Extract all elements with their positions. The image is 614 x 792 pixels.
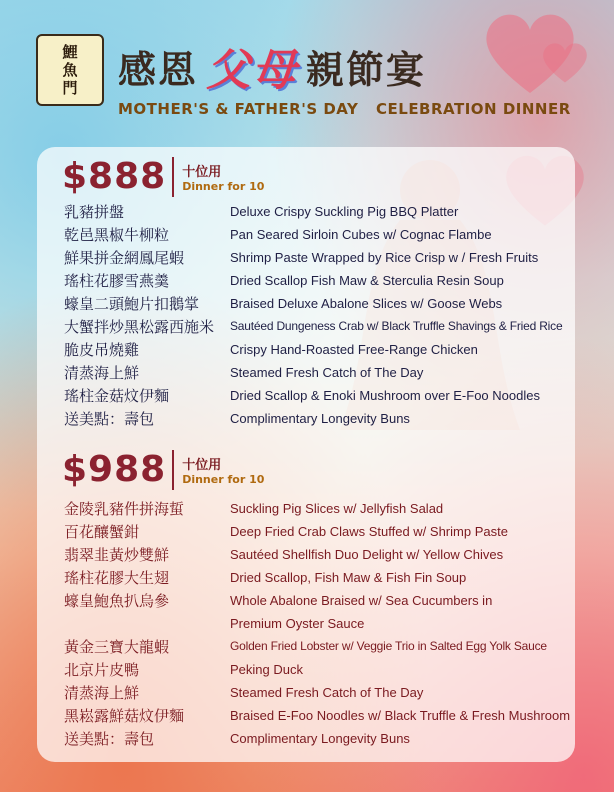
menu-item-en: Complimentary Longevity Buns [230,410,410,426]
menu-item [64,681,584,703]
menu-item [64,566,584,588]
menu-item [64,727,584,749]
menu-item [64,269,584,291]
price-divider [172,157,174,197]
price-label-cn: 十位用 [182,457,222,473]
menu-item-en: Crispy Hand-Roasted Free-Range Chicken [230,341,478,357]
menu-item-cn: 蠔皇鮑魚扒烏參 [64,591,170,610]
title-cn-highlight: 父母 [206,45,299,96]
menu-item-en: Deep Fried Crab Claws Stuffed w/ Shrimp Paste [230,523,508,539]
menu-item-en: Steamed Fresh Catch of The Day [230,684,424,700]
menu-item-cn: 清蒸海上鮮 [64,683,140,702]
menu-item [64,497,584,519]
menu-item-cn: 瑤柱花膠大生翅 [64,568,170,587]
menu-item [64,543,584,565]
logo-char: 魚 [62,61,78,79]
menu-item [64,338,584,360]
menu-item-en: Pan Seared Sirloin Cubes w/ Cognac Flambe [230,226,492,242]
menu-item [64,704,584,726]
subtitle-left: MOTHER'S & FATHER'S DAY [118,100,359,118]
menu-item-en: Suckling Pig Slices w/ Jellyfish Salad [230,500,444,516]
title-cn-post: 親節宴 [306,46,427,92]
menu-item-en: Whole Abalone Braised w/ Sea Cucumbers in [230,592,493,608]
menu-price-header [62,449,264,490]
menu-item-cn: 黃金三寶大龍蝦 [64,637,170,656]
price: $888 [62,156,167,197]
header [0,0,614,130]
price-divider [172,450,174,490]
menu-item [64,520,584,542]
menu-item [64,407,584,429]
menu-item [64,635,584,657]
menu-price-header [62,156,264,197]
price-label-en: Dinner for 10 [182,179,265,193]
menu-item-en: Premium Oyster Sauce [230,615,365,631]
menu-item-en: Complimentary Longevity Buns [230,730,410,746]
menu-item [64,658,584,680]
menu-item-cn: 百花釀蟹鉗 [64,522,140,541]
logo-char: 鯉 [62,43,78,61]
price-label [182,454,264,486]
menu-item-cn: 乳豬拼盤 [64,202,125,221]
menu-item-en: Braised E-Foo Noodles w/ Black Truffle & Fresh Mushroom [230,707,571,723]
menu-item-cn: 翡翠韭黃炒雙鮮 [64,545,170,564]
menu-item-cn: 鮮果拼金網鳳尾蝦 [64,248,185,267]
menu-item [64,315,584,337]
menu-item [64,246,584,268]
menu-item-cn: 送美點：壽包 [64,729,155,748]
menu-item-cn: 送美點：壽包 [64,409,155,428]
price-label-cn: 十位用 [182,164,222,180]
menu-item-en: Dried Scallop & Enoki Mushroom over E-Foo Noodles [230,387,540,403]
menu-item-en: Peking Duck [230,661,303,677]
menu-item-en: Dried Scallop Fish Maw & Sterculia Resin Soup [230,272,504,288]
title-cn-pre: 感恩 [118,46,199,92]
price: $988 [62,449,167,490]
menu-item-cn: 北京片皮鴨 [64,660,140,679]
price-label [182,161,264,193]
menu-item-en: Braised Deluxe Abalone Slices w/ Goose Webs [230,295,503,311]
menu-item-cn: 黑崧露鮮菇炆伊麵 [64,706,185,725]
menu-item [64,200,584,222]
menu-item-cn: 瑤柱花膠雪燕羹 [64,271,170,290]
menu-item-cn: 瑤柱金菇炆伊麵 [64,386,170,405]
menu-item [64,361,584,383]
menu-item-en: Sautéed Dungeness Crab w/ Black Truffle Shavings & Fried Rice [230,319,563,333]
logo-char: 門 [62,79,78,97]
menu-item-en: Golden Fried Lobster w/ Veggie Trio in Salted Egg Yolk Sauce [230,639,547,653]
price-label-en: Dinner for 10 [182,472,265,486]
menu-item-en: Steamed Fresh Catch of The Day [230,364,424,380]
menu-item-cn: 乾邑黑椒牛柳粒 [64,225,170,244]
menu-item-cn: 大蟹拌炒黑松露西施米 [64,317,215,336]
menu-item-cn: 清蒸海上鮮 [64,363,140,382]
menu-item [64,612,584,634]
menu-item [64,384,584,406]
page-title [118,34,426,98]
menu-item-cn: 蠔皇二頭鮑片扣鵝掌 [64,294,200,313]
menu-item [64,292,584,314]
menu-item-en: Dried Scallop, Fish Maw & Fish Fin Soup [230,569,467,585]
subtitle-right: CELEBRATION DINNER [376,100,571,118]
menu-item-cn: 金陵乳豬件拼海蜇 [64,499,185,518]
menu-item [64,589,584,611]
menu-item-en: Shrimp Paste Wrapped by Rice Crisp w / Fresh Fruits [230,249,539,265]
menu-item [64,223,584,245]
menu-item-en: Deluxe Crispy Suckling Pig BBQ Platter [230,203,459,219]
menu-item-en: Sautéed Shellfish Duo Delight w/ Yellow Chives [230,546,504,562]
menu-item-cn: 脆皮吊燒雞 [64,340,140,359]
restaurant-logo [36,34,104,106]
